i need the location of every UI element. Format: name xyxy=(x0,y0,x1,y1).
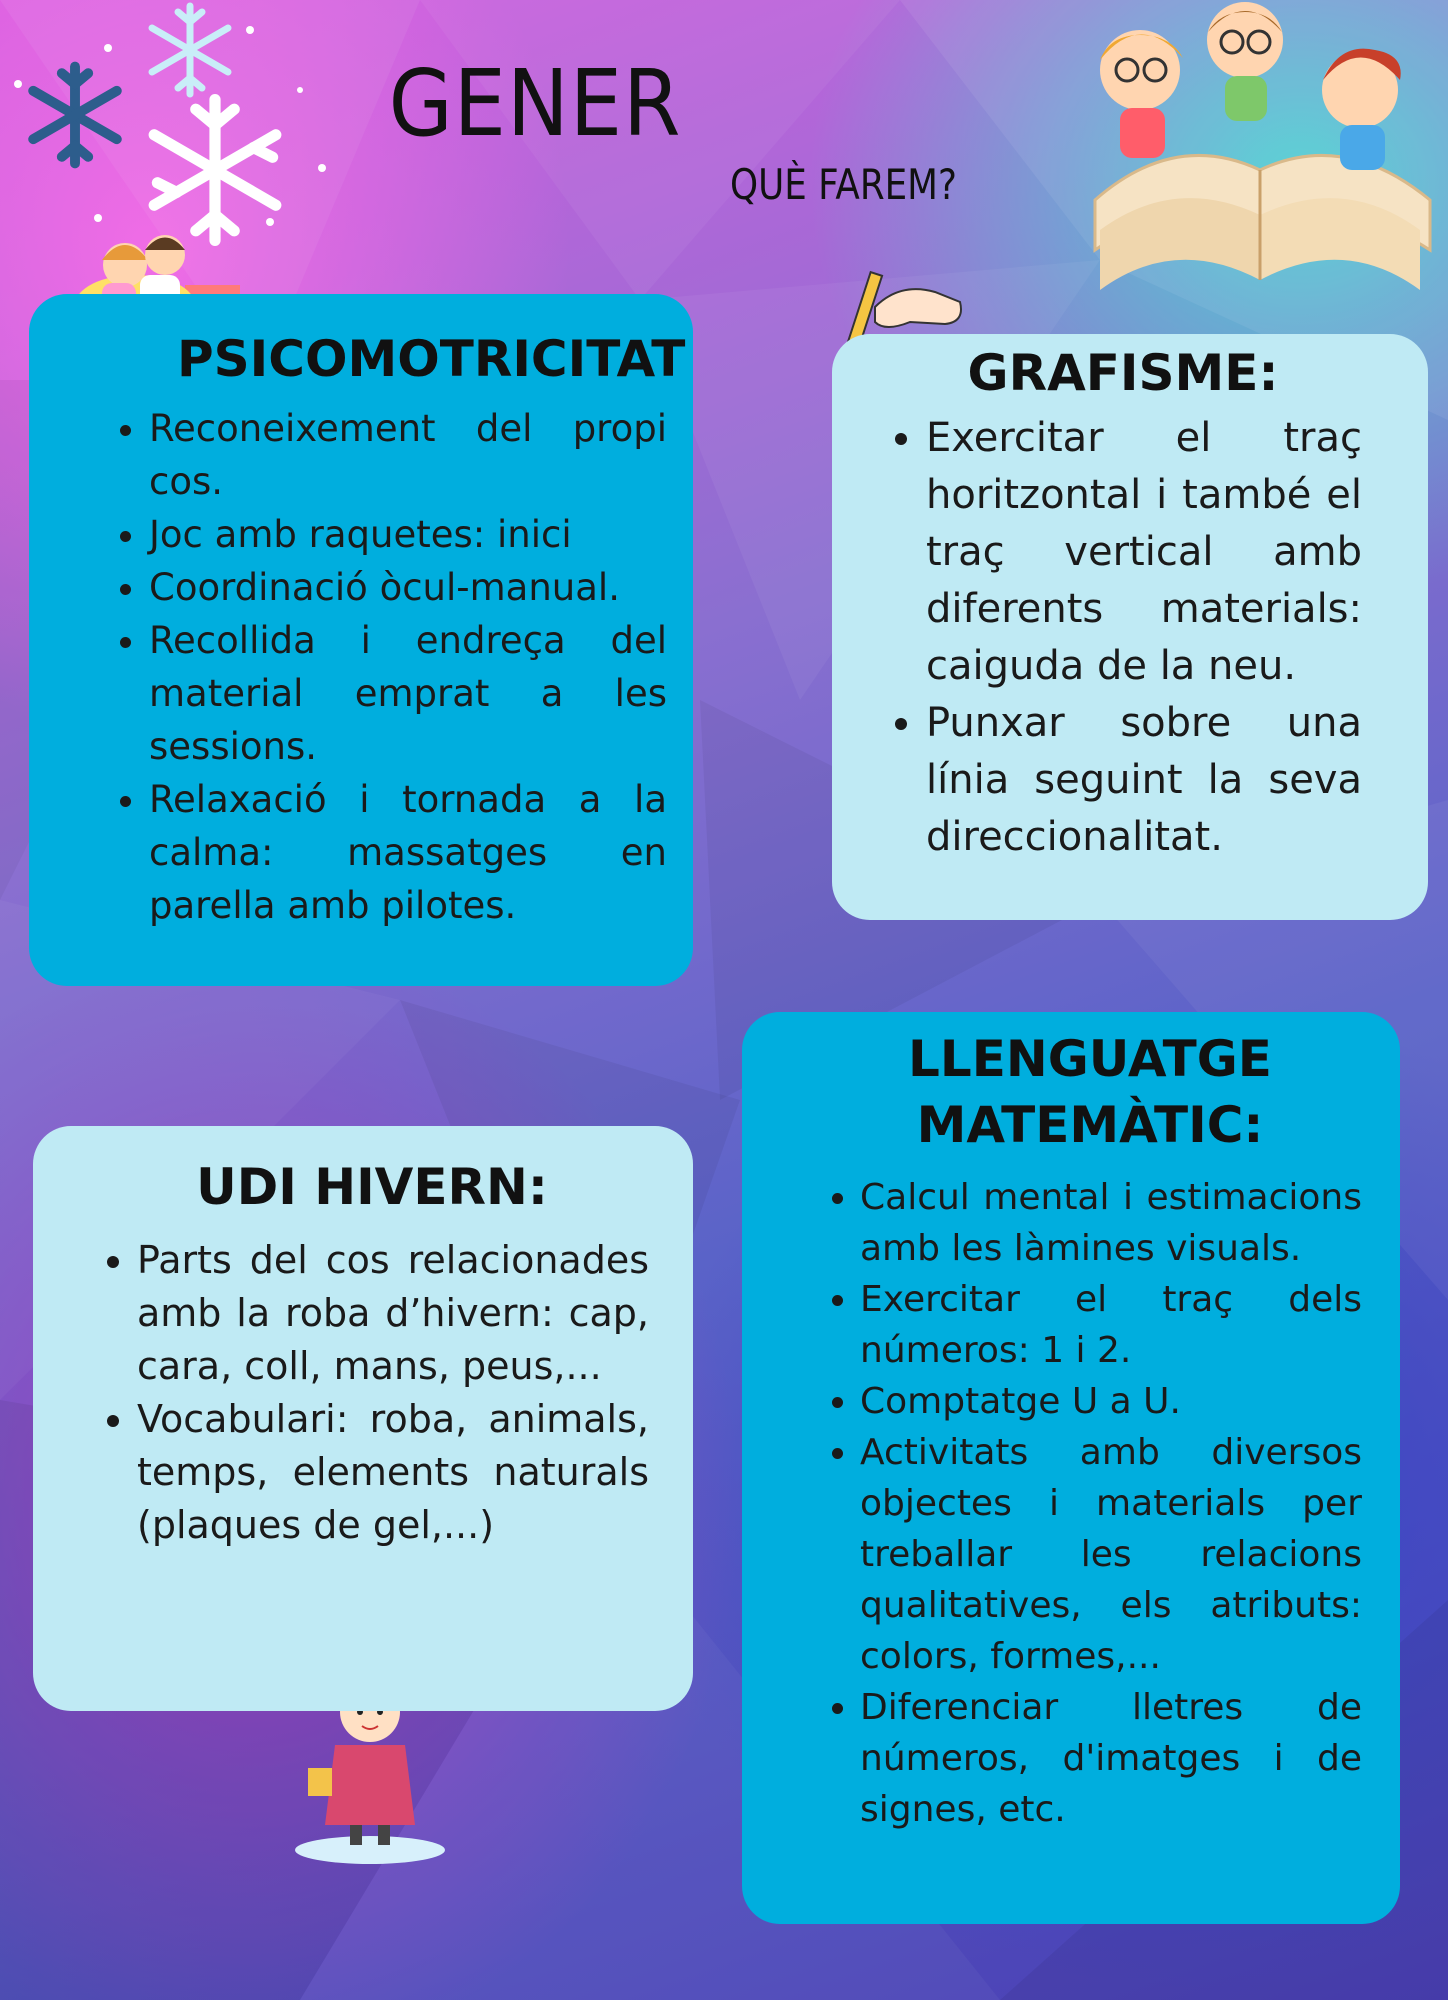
grafisme-heading: GRAFISME: xyxy=(967,344,1279,402)
list-item: • Punxar sobre una línia seguint la seva direccionalitat. xyxy=(926,695,1362,866)
psicomotricitat-heading: PSICOMOTRICITAT xyxy=(177,330,686,388)
grafisme-card xyxy=(832,334,1428,920)
llenguatge-matematic-card xyxy=(742,1012,1400,1924)
children-reading-book-icon xyxy=(1075,0,1445,330)
page-subtitle: QUÈ FAREM? xyxy=(730,160,957,209)
heading-line-1: LLENGUATGE xyxy=(908,1030,1272,1088)
list-item: • Joc amb raquetes: inici xyxy=(149,508,667,561)
list-item: • Exercitar el traç dels números: 1 i 2. xyxy=(860,1274,1362,1376)
udi-hivern-card xyxy=(33,1126,693,1711)
list-item: • Coordinació òcul-manual. xyxy=(149,561,667,614)
heading-line-2: MATEMÀTIC: xyxy=(916,1096,1264,1154)
list-item: • Vocabulari: roba, animals, temps, elements naturals (plaques de gel,...) xyxy=(137,1393,649,1552)
udi-hivern-heading: UDI HIVERN: xyxy=(196,1158,548,1216)
list-item: • Reconeixement del propi cos. xyxy=(149,402,667,508)
list-item: • Diferenciar lletres de números, d'imatges i de signes, etc. xyxy=(860,1682,1362,1835)
grafisme-list xyxy=(884,410,1362,866)
list-item: • Exercitar el traç horitzontal i també el traç vertical amb diferents materials: caiguda de la neu. xyxy=(926,410,1362,695)
list-item: • Relaxació i tornada a la calma: massatges en parella amb pilotes. xyxy=(149,773,667,932)
psicomotricitat-card xyxy=(29,294,693,986)
llenguatge-matematic-heading xyxy=(818,1026,1362,1158)
list-item: • Parts del cos relacionades amb la roba d’hivern: cap, cara, coll, mans, peus,... xyxy=(137,1234,649,1393)
list-item: • Activitats amb diversos objectes i materials per treballar les relacions qualitatives, els atributs: colors, formes,... xyxy=(860,1427,1362,1682)
list-item: • Recollida i endreça del material emprat a les sessions. xyxy=(149,614,667,773)
snow-dots xyxy=(0,0,340,240)
list-item: • Calcul mental i estimacions amb les làmines visuals. xyxy=(860,1172,1362,1274)
udi-hivern-list xyxy=(95,1234,649,1552)
llenguatge-matematic-list xyxy=(818,1172,1362,1835)
page-title: GENER xyxy=(388,50,682,157)
psicomotricitat-list xyxy=(107,402,667,932)
list-item: • Comptatge U a U. xyxy=(860,1376,1362,1427)
